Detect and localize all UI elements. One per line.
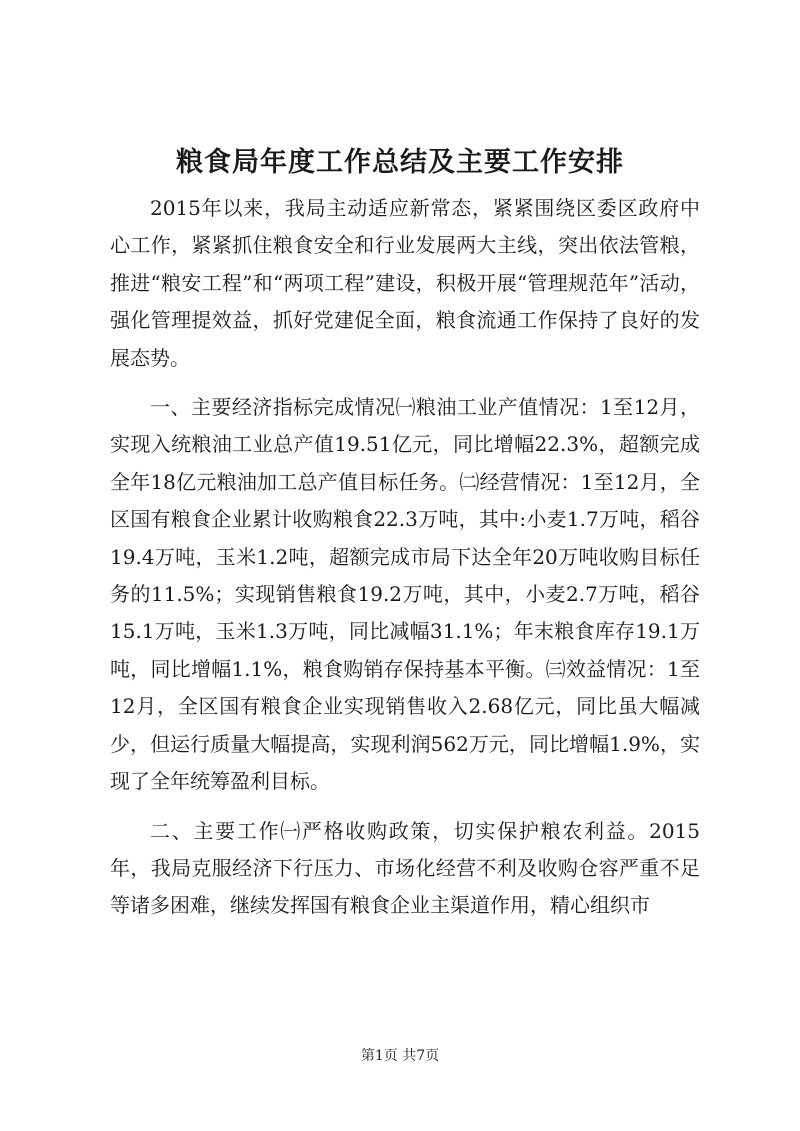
paragraph-main-work: 二、主要工作㈠严格收购政策，切实保护粮农利益。2015年，我局克服经济下行压力、市场化经营不利及收购仓容严重不足等诸多困难，继续发挥国有粮食企业主渠道作用，精心组织市: [110, 818, 700, 918]
document-body: [110, 190, 700, 937]
page-footer: 第1页 共7页: [360, 1048, 440, 1064]
paragraph-intro: 2015年以来，我局主动适应新常态，紧紧围绕区委区政府中心工作，紧紧抓住粮食安全和行业发展两大主线，突出依法管粮，推进“粮安工程”和“两项工程”建设，积极开展“管理规范年”活动，强化管理提效益，抓好党建促全面，粮食流通工作保持了良好的发展态势。: [110, 196, 700, 370]
paragraph-economic-indicators: 一、主要经济指标完成情况㈠粮油工业产值情况：1至12月，实现入统粮油工业总产值19.51亿元，同比增幅22.3%，超额完成全年18亿元粮油加工总产值目标任务。㈡经营情况：1至12月，全区国有粮食企业累计收购粮食22.3万吨，其中:小麦1.7万吨，稻谷19.4万吨，玉米1.2吨，超额完成市局下达全年20万吨收购目标任务的11.5%；实现销售粮食19.2万吨，其中，小麦2.7万吨，稻谷15.1万吨，玉米1.3万吨，同比减幅31.1%；年末粮食库存19.1万吨，同比增幅1.1%，粮食购销存保持基本平衡。㈢效益情况：1至12月，全区国有粮食企业实现销售收入2.68亿元，同比虽大幅减少，但运行质量大幅提高，实现利润562万元，同比增幅1.9%，实现了全年统筹盈利目标。: [110, 395, 700, 794]
document-title: 粮食局年度工作总结及主要工作安排: [176, 147, 624, 178]
